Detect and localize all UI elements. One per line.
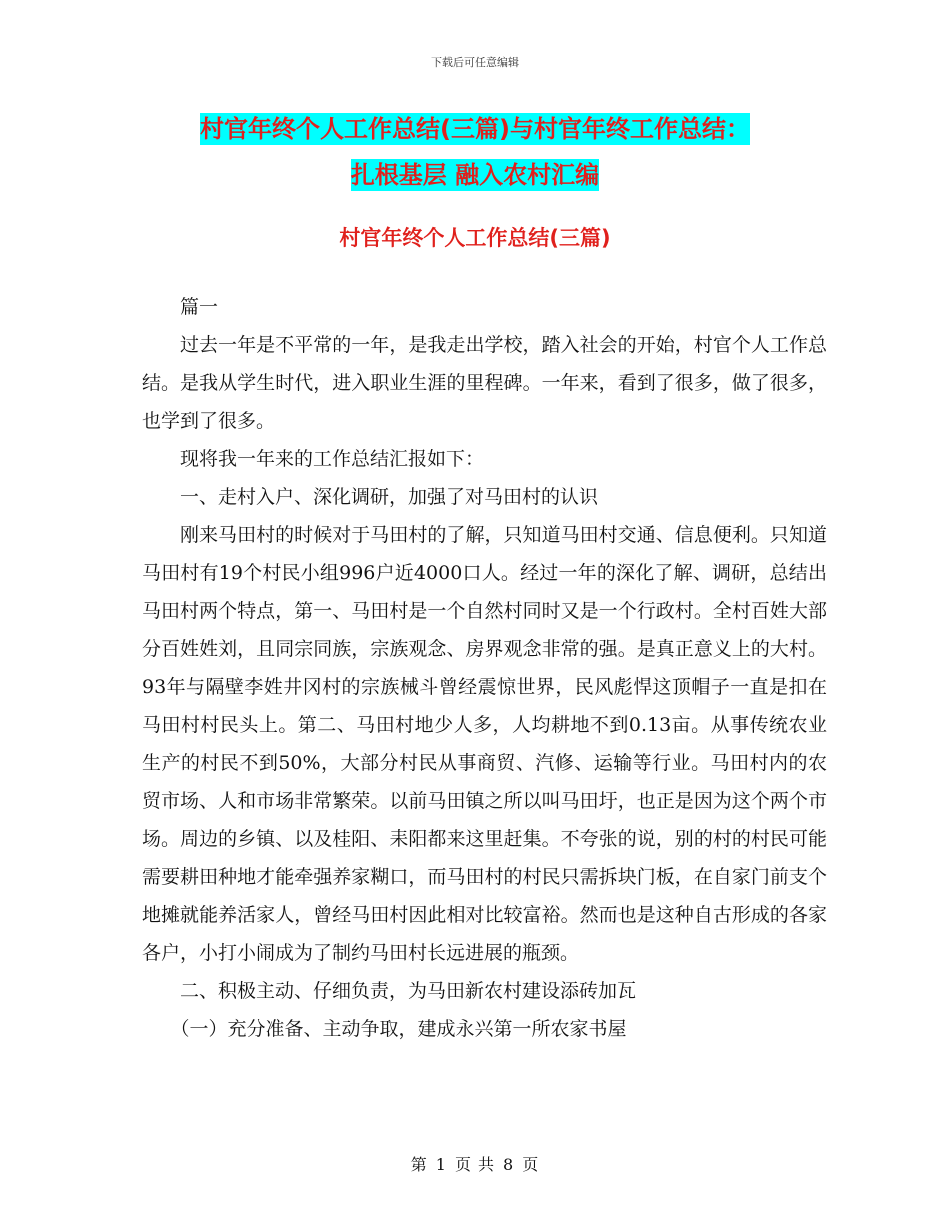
document-title <box>0 106 950 198</box>
heading-subitem-1: （一）充分准备、主动争取，建成永兴第一所农家书屋 <box>170 1018 627 1040</box>
page-header-note: 下载后可任意编辑 <box>431 56 519 69</box>
document-body <box>142 288 827 1048</box>
footer-middle: 页 共 <box>454 1155 496 1174</box>
paragraph-report-lead: 现将我一年来的工作总结汇报如下： <box>180 448 485 470</box>
footer-total-pages: 8 <box>503 1155 515 1174</box>
title-line-1: 村官年终个人工作总结(三篇)与村官年终工作总结： <box>200 115 750 143</box>
paragraph-village-overview: 刚来马田村的时候对于马田村的了解，只知道马田村交通、信息便利。只知道马田村有19个村民小组996户近4000口人。经过一年的深化了解、调研，总结出马田村两个特点，第一、马田村是一个自然村同时又是一个行政村。全村百姓大部分百姓姓刘，且同宗同族，宗族观念、房界观念非常的强。是真正意义上的大村。93年与隔壁李姓井冈村的宗族械斗曾经震惊世界，民风彪悍这顶帽子一直是扣在马田村村民头上。第二、马田村地少人多，人均耕地不到0.13亩。从事传统农业生产的村民不到50%，大部分村民从事商贸、汽修、运输等行业。马田村内的农贸市场、人和市场非常繁荣。以前马田镇之所以叫马田圩，也正是因为这个两个市场。周边的乡镇、以及桂阳、耒阳都来这里赶集。不夸张的说，别的村的村民可能需要耕田种地才能牵强养家糊口，而马田村的村民只需拆块门板，在自家门前支个地摊就能养活家人，曾经马田村因此相对比较富裕。然而也是这种自古形成的各家各户，小打小闹成为了制约马田村长远进展的瓶颈。 <box>142 524 827 964</box>
paragraph-part-label: 篇一 <box>180 296 219 318</box>
heading-item-1: 一、走村入户、深化调研，加强了对马田村的认识 <box>180 486 599 508</box>
section-title: 村官年终个人工作总结(三篇) <box>339 226 611 250</box>
page-footer <box>0 1152 950 1175</box>
footer-suffix: 页 <box>522 1155 540 1174</box>
paragraph-intro: 过去一年是不平常的一年，是我走出学校，踏入社会的开始，村官个人工作总结。是我从学生时代，进入职业生涯的里程碑。一年来，看到了很多，做了很多，也学到了很多。 <box>142 334 827 432</box>
title-line-2: 扎根基层 融入农村汇编 <box>350 161 600 189</box>
heading-item-2: 二、积极主动、仔细负责，为马田新农村建设添砖加瓦 <box>180 980 637 1002</box>
footer-current-page: 1 <box>435 1155 447 1174</box>
footer-prefix: 第 <box>410 1155 428 1174</box>
